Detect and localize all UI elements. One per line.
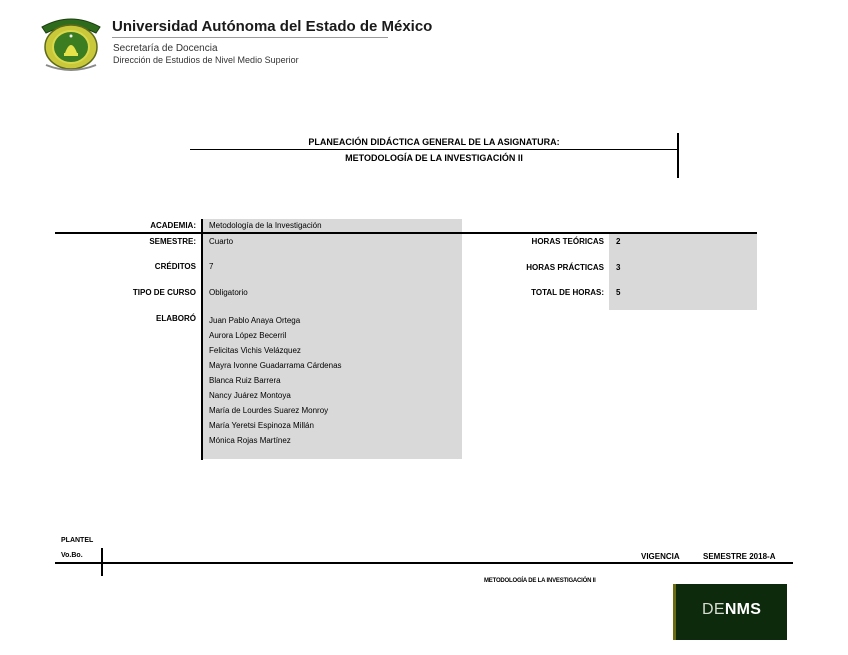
title-vertical-rule [677,133,679,178]
author-name[interactable]: Juan Pablo Anaya Ortega [209,316,301,325]
horas-teoricas-value[interactable]: 2 [616,237,621,246]
tipo-curso-value[interactable]: Obligatorio [209,288,248,297]
university-name: Universidad Autónoma del Estado de México [112,18,433,35]
author-name[interactable]: Blanca Ruiz Barrera [209,376,281,385]
authors-list [209,313,342,448]
academia-label: ACADEMIA: [150,221,196,230]
author-name[interactable]: Mayra Ivonne Guadarrama Cárdenas [209,361,342,370]
uaemex-crest-icon [36,13,106,75]
footer-document-name: METODOLOGÍA DE LA INVESTIGACIÓN II [484,578,596,584]
denms-badge [673,584,787,640]
plantel-label: PLANTEL [61,537,94,544]
vigencia-label: VIGENCIA [641,552,680,561]
horas-practicas-label: HORAS PRÁCTICAS [526,263,604,272]
total-horas-label: TOTAL DE HORAS: [531,288,604,297]
author-name[interactable]: María de Lourdes Suarez Monroy [209,406,329,415]
left-vertical-rule [201,219,203,460]
elaboro-label: ELABORÓ [156,314,196,323]
total-horas-value[interactable]: 5 [616,288,621,297]
vigencia-value: SEMESTRE 2018-A [703,552,776,561]
denms-logo-text: DENMS [702,601,762,618]
author-name[interactable]: Mónica Rojas Martínez [209,436,291,445]
author-name[interactable]: Nancy Juárez Montoya [209,391,291,400]
semestre-value[interactable]: Cuarto [209,237,234,246]
title-divider [190,149,678,150]
secretariat-name: Secretaría de Docencia [113,43,218,54]
author-name[interactable]: Felicitas Vichis Velázquez [209,346,301,355]
hours-fields-area [609,234,757,310]
creditos-label: CRÉDITOS [154,262,196,271]
creditos-value[interactable]: 7 [209,262,214,271]
horas-teoricas-label: HORAS TEÓRICAS [531,237,604,246]
footer-horizontal-rule [55,562,793,564]
vobo-label: Vo.Bo. [61,552,83,559]
semestre-label: SEMESTRE: [149,237,196,246]
author-name[interactable]: Aurora López Becerril [209,331,287,340]
subject-title: METODOLOGÍA DE LA INVESTIGACIÓN II [345,153,523,163]
horas-practicas-value[interactable]: 3 [616,263,621,272]
directorate-name: Dirección de Estudios de Nivel Medio Superior [113,55,299,65]
main-horizontal-rule [55,232,757,234]
academia-value[interactable]: Metodología de la Investigación [209,221,322,230]
author-name[interactable]: María Yeretsi Espinoza Millán [209,421,314,430]
tipo-curso-label: TIPO DE CURSO [132,288,196,297]
header-rule [112,37,388,38]
document-title: PLANEACIÓN DIDÁCTICA GENERAL DE LA ASIGNATURA: [308,137,560,147]
